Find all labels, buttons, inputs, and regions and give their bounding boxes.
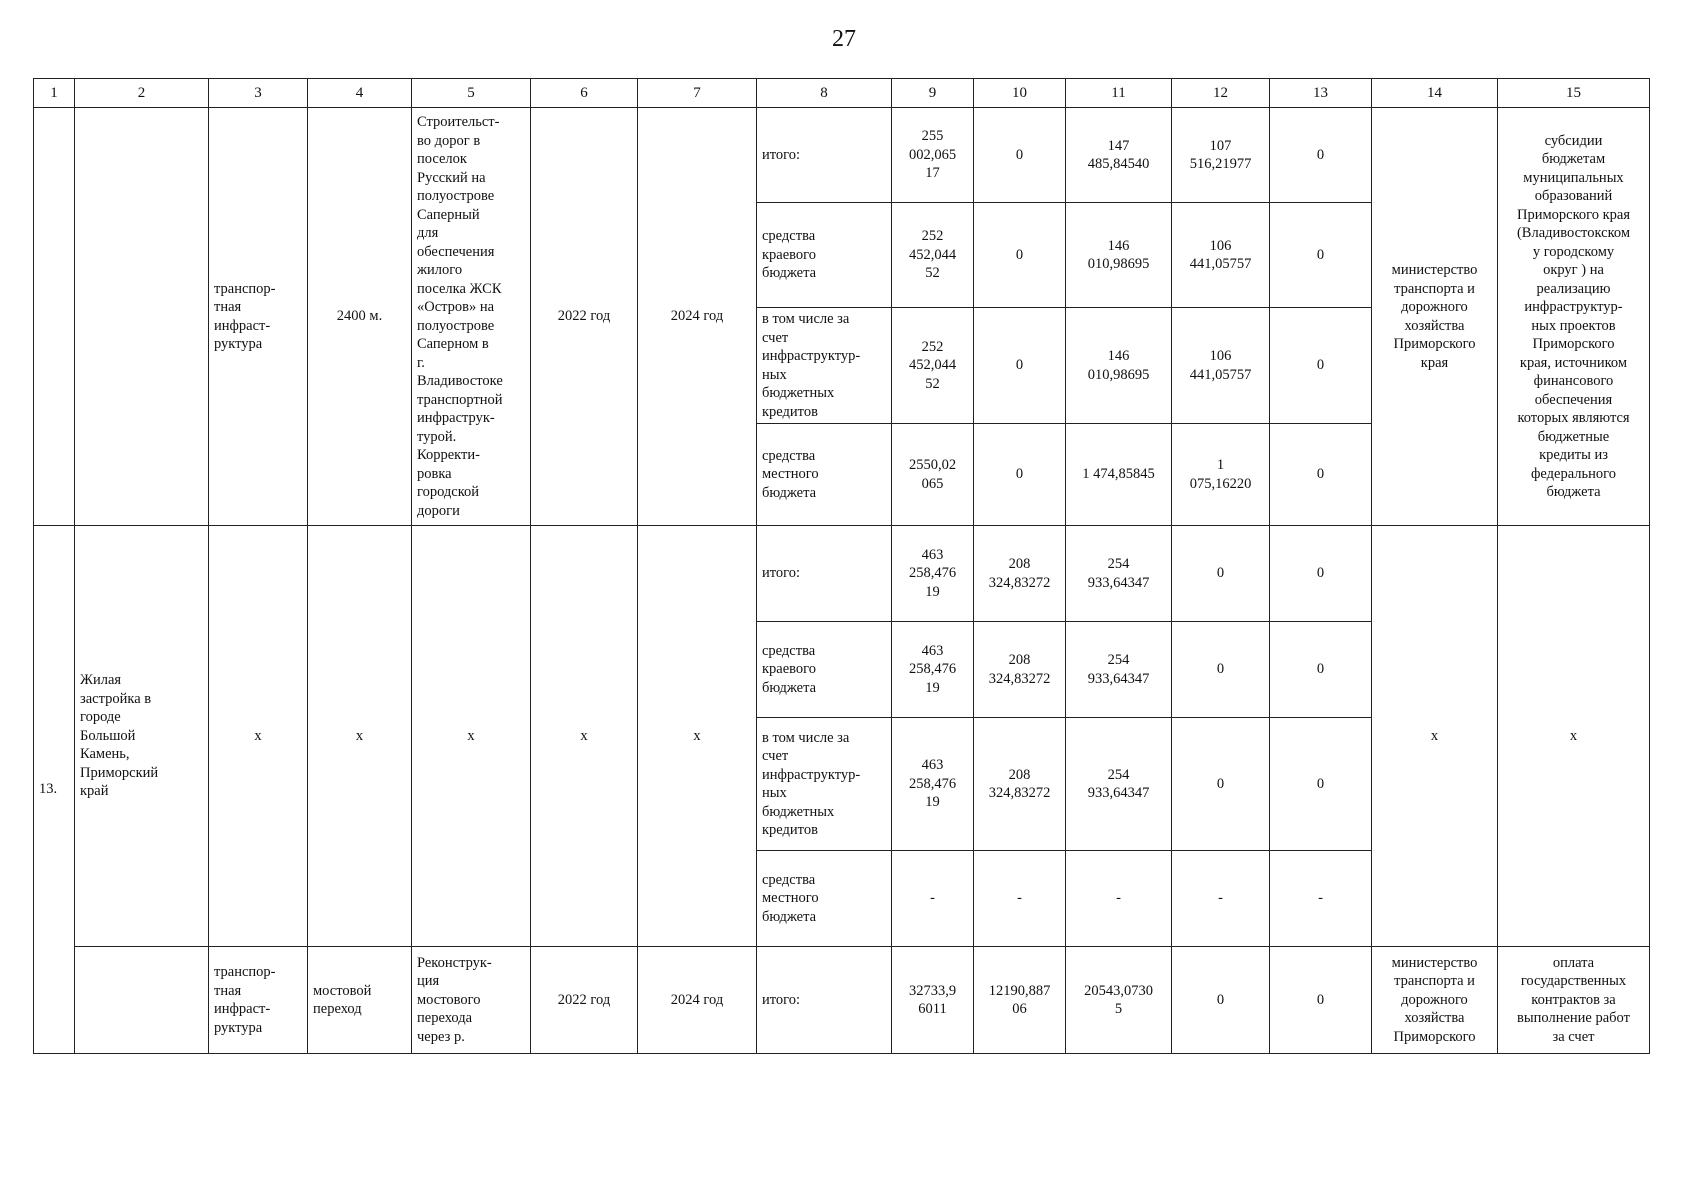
table-row bbox=[34, 526, 1650, 622]
value-cell: 0 bbox=[1172, 718, 1270, 851]
budget-table bbox=[33, 78, 1650, 1054]
value-cell: 0 bbox=[1270, 947, 1372, 1054]
value-cell: 252 452,044 52 bbox=[892, 308, 974, 424]
infrastructure-type: транспор- тная инфраст- руктура bbox=[209, 108, 308, 526]
col-header-5: 5 bbox=[412, 79, 531, 108]
object-name-cell: Жилая застройка в городе Большой Камень, Приморский край bbox=[75, 526, 209, 947]
value-cell: 208 324,83272 bbox=[974, 718, 1066, 851]
funding-source: средства местного бюджета bbox=[757, 424, 892, 526]
value-cell: - bbox=[1172, 851, 1270, 947]
value-cell: 0 bbox=[974, 308, 1066, 424]
value-cell: 20543,0730 5 bbox=[1066, 947, 1172, 1054]
value-cell: 106 441,05757 bbox=[1172, 308, 1270, 424]
funding-source: итого: bbox=[757, 108, 892, 203]
funding-source: средства местного бюджета bbox=[757, 851, 892, 947]
capacity: мостовой переход bbox=[308, 947, 412, 1054]
responsible-executor: министерство транспорта и дорожного хозяйства Приморского bbox=[1372, 947, 1498, 1054]
value-cell: 106 441,05757 bbox=[1172, 203, 1270, 308]
financing-purpose: оплата государственных контрактов за выполнение работ за счет bbox=[1498, 947, 1650, 1054]
col-header-4: 4 bbox=[308, 79, 412, 108]
col-header-7: 7 bbox=[638, 79, 757, 108]
value-cell: 0 bbox=[1172, 622, 1270, 718]
value-cell: 463 258,476 19 bbox=[892, 526, 974, 622]
end-year: 2024 год bbox=[638, 947, 757, 1054]
col-header-3: 3 bbox=[209, 79, 308, 108]
value-cell: 32733,9 6011 bbox=[892, 947, 974, 1054]
funding-source: итого: bbox=[757, 526, 892, 622]
header-row bbox=[34, 79, 1650, 108]
value-cell: 0 bbox=[1270, 108, 1372, 203]
value-cell: 0 bbox=[974, 203, 1066, 308]
value-cell: 147 485,84540 bbox=[1066, 108, 1172, 203]
value-cell: 2550,02 065 bbox=[892, 424, 974, 526]
value-cell: 0 bbox=[974, 424, 1066, 526]
col-header-13: 13 bbox=[1270, 79, 1372, 108]
col-header-1: 1 bbox=[34, 79, 75, 108]
capacity: 2400 м. bbox=[308, 108, 412, 526]
value-cell: 0 bbox=[1270, 424, 1372, 526]
row-num-cell bbox=[34, 108, 75, 526]
funding-source: в том числе за счет инфраструктур- ных бюджетных кредитов bbox=[757, 718, 892, 851]
value-cell: - bbox=[1270, 851, 1372, 947]
value-cell: 146 010,98695 bbox=[1066, 203, 1172, 308]
financing-purpose: х bbox=[1498, 526, 1650, 947]
project-description: Реконструк- ция мостового перехода через р. bbox=[412, 947, 531, 1054]
col-header-14: 14 bbox=[1372, 79, 1498, 108]
value-cell: - bbox=[974, 851, 1066, 947]
end-year: х bbox=[638, 526, 757, 947]
infrastructure-type: х bbox=[209, 526, 308, 947]
start-year: х bbox=[531, 526, 638, 947]
funding-source: средства краевого бюджета bbox=[757, 203, 892, 308]
table-row bbox=[34, 947, 1650, 1054]
value-cell: 254 933,64347 bbox=[1066, 526, 1172, 622]
value-cell: 0 bbox=[1172, 947, 1270, 1054]
value-cell: 208 324,83272 bbox=[974, 622, 1066, 718]
capacity: х bbox=[308, 526, 412, 947]
page-number: 27 bbox=[832, 26, 856, 52]
value-cell: 107 516,21977 bbox=[1172, 108, 1270, 203]
value-cell: 1 075,16220 bbox=[1172, 424, 1270, 526]
value-cell: 463 258,476 19 bbox=[892, 622, 974, 718]
object-name-cell bbox=[75, 108, 209, 526]
funding-source: в том числе за счет инфраструктур- ных бюджетных кредитов bbox=[757, 308, 892, 424]
col-header-15: 15 bbox=[1498, 79, 1650, 108]
value-cell: 0 bbox=[1270, 308, 1372, 424]
infrastructure-type: транспор- тная инфраст- руктура bbox=[209, 947, 308, 1054]
value-cell: 254 933,64347 bbox=[1066, 718, 1172, 851]
start-year: 2022 год bbox=[531, 108, 638, 526]
value-cell: 0 bbox=[1270, 526, 1372, 622]
start-year: 2022 год bbox=[531, 947, 638, 1054]
funding-source: средства краевого бюджета bbox=[757, 622, 892, 718]
col-header-9: 9 bbox=[892, 79, 974, 108]
funding-source: итого: bbox=[757, 947, 892, 1054]
value-cell: 12190,887 06 bbox=[974, 947, 1066, 1054]
value-cell: 1 474,85845 bbox=[1066, 424, 1172, 526]
col-header-2: 2 bbox=[75, 79, 209, 108]
col-header-11: 11 bbox=[1066, 79, 1172, 108]
value-cell: 146 010,98695 bbox=[1066, 308, 1172, 424]
project-description: Строительст- во дорог в поселок Русский на полуострове Саперный для обеспечения жилого поселка ЖСК «Остров» на полуострове Саперном в г. Владивостоке транспортной инфраструк- турой. Корректи- ровка городской дороги bbox=[412, 108, 531, 526]
table-row bbox=[34, 108, 1650, 203]
project-description: х bbox=[412, 526, 531, 947]
object-name-cell bbox=[75, 947, 209, 1054]
value-cell: - bbox=[1066, 851, 1172, 947]
value-cell: 254 933,64347 bbox=[1066, 622, 1172, 718]
col-header-12: 12 bbox=[1172, 79, 1270, 108]
responsible-executor: х bbox=[1372, 526, 1498, 947]
end-year: 2024 год bbox=[638, 108, 757, 526]
value-cell: 0 bbox=[1270, 622, 1372, 718]
value-cell: 0 bbox=[974, 108, 1066, 203]
col-header-8: 8 bbox=[757, 79, 892, 108]
responsible-executor: министерство транспорта и дорожного хозяйства Приморского края bbox=[1372, 108, 1498, 526]
value-cell: 0 bbox=[1270, 718, 1372, 851]
value-cell: 0 bbox=[1172, 526, 1270, 622]
value-cell: - bbox=[892, 851, 974, 947]
row-num-cell: 13. bbox=[34, 526, 75, 1054]
col-header-6: 6 bbox=[531, 79, 638, 108]
value-cell: 208 324,83272 bbox=[974, 526, 1066, 622]
value-cell: 0 bbox=[1270, 203, 1372, 308]
col-header-10: 10 bbox=[974, 79, 1066, 108]
financing-purpose: субсидии бюджетам муниципальных образований Приморского края (Владивостокском у городскому округ ) на реализацию инфраструктур- ных проектов Приморского края, источником финансового обеспечения которых являются бюджетные кредиты из федерального бюджета bbox=[1498, 108, 1650, 526]
value-cell: 463 258,476 19 bbox=[892, 718, 974, 851]
value-cell: 255 002,065 17 bbox=[892, 108, 974, 203]
value-cell: 252 452,044 52 bbox=[892, 203, 974, 308]
